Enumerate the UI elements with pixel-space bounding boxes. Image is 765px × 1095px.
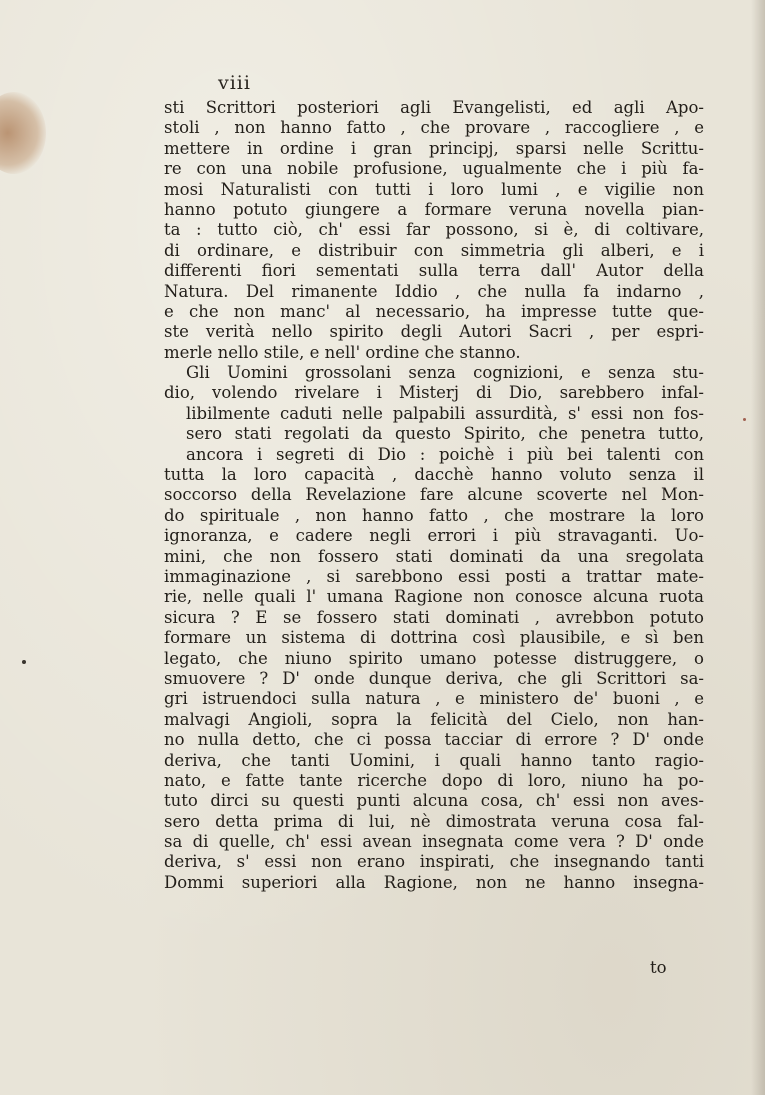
text-line: sa di quelle, ch' essi avean insegnata come vera ? D' onde xyxy=(164,832,704,852)
text-line: ste verità nello spirito degli Autori Sacri , per espri- xyxy=(164,322,704,342)
catchword: to xyxy=(650,958,667,977)
text-line: mettere in ordine i gran principj, sparsi nelle Scrittu- xyxy=(164,138,704,158)
text-line: gri istruendoci sulla natura , e ministero de' buoni , e xyxy=(164,689,704,709)
text-line: formare un sistema di dottrina così plausibile, e sì ben xyxy=(164,628,704,648)
text-line: do spirituale , non hanno fatto , che mostrare la loro xyxy=(164,505,704,525)
text-line: sti Scrittori posteriori agli Evangelisti, ed agli Apo- xyxy=(164,98,704,117)
text-line: tuto dirci su questi punti alcuna cosa, ch' essi non aves- xyxy=(164,791,704,811)
text-line: soccorso della Revelazione fare alcune scoverte nel Mon- xyxy=(164,485,704,505)
text-line: Dommi superiori alla Ragione, non ne hanno insegna- xyxy=(164,872,704,892)
text-line: re con una nobile profusione, ugualmente che i più fa- xyxy=(164,159,704,179)
text-line: ignoranza, e cadere negli errori i più stravaganti. Uo- xyxy=(164,526,704,546)
page-number: viii xyxy=(218,72,251,94)
text-line: mini, che non fossero stati dominati da una sregolata xyxy=(164,546,704,566)
text-line: immaginazione , si sarebbono essi posti a trattar mate- xyxy=(164,566,704,586)
text-line: sero detta prima di lui, nè dimostrata veruna cosa fal- xyxy=(164,811,704,831)
text-line: sero stati regolati da questo Spirito, che penetra tutto, xyxy=(186,424,704,444)
ink-speck xyxy=(22,660,26,664)
text-line: stoli , non hanno fatto , che provare , raccogliere , e xyxy=(164,118,704,138)
text-line: e che non manc' al necessario, ha impresse tutte que- xyxy=(164,301,704,321)
text-line: merle nello stile, e nell' ordine che stanno. xyxy=(164,342,521,362)
text-line: sicura ? E se fossero stati dominati , avrebbon potuto xyxy=(164,607,704,627)
text-line: libilmente caduti nelle palpabili assurdità, s' essi non fos- xyxy=(186,403,704,423)
text-line: Gli Uomini grossolani senza cognizioni, e senza stu- xyxy=(186,363,704,383)
page-edge-shadow xyxy=(751,0,765,1095)
text-line: tutta la loro capacità , dacchè hanno voluto senza il xyxy=(164,465,704,485)
text-line: legato, che niuno spirito umano potesse distruggere, o xyxy=(164,648,704,668)
text-line: mosi Naturalisti con tutti i loro lumi , e vigilie non xyxy=(164,179,704,199)
text-line: ta : tutto ciò, ch' essi far possono, si è, di coltivare, xyxy=(164,220,704,240)
text-line: smuovere ? D' onde dunque deriva, che gli Scrittori sa- xyxy=(164,668,704,688)
text-line: deriva, che tanti Uomini, i quali hanno tanto ragio- xyxy=(164,750,704,770)
text-line: no nulla detto, che ci possa tacciar di errore ? D' onde xyxy=(164,730,704,750)
text-line: malvagi Angioli, sopra la felicità del Cielo, non han- xyxy=(164,709,704,729)
text-line: Natura. Del rimanente Iddio , che nulla fa indarno , xyxy=(164,281,704,301)
text-line: nato, e fatte tante ricerche dopo di loro, niuno ha po- xyxy=(164,770,704,790)
body-text xyxy=(164,98,704,893)
paper-stain xyxy=(0,92,46,174)
text-line: hanno potuto giungere a formare veruna novella pian- xyxy=(164,199,704,219)
text-line: differenti fiori sementati sulla terra dall' Autor della xyxy=(164,261,704,281)
text-line: ancora i segreti di Dio : poichè i più bei talenti con xyxy=(186,444,704,464)
text-line: deriva, s' essi non erano inspirati, che insegnando tanti xyxy=(164,852,704,872)
text-line: dio, volendo rivelare i Misterj di Dio, sarebbero infal- xyxy=(164,383,704,403)
text-line: di ordinare, e distribuir con simmetria gli alberi, e i xyxy=(164,240,704,260)
text-line: rie, nelle quali l' umana Ragione non conosce alcuna ruota xyxy=(164,587,704,607)
ink-speck xyxy=(743,418,746,421)
